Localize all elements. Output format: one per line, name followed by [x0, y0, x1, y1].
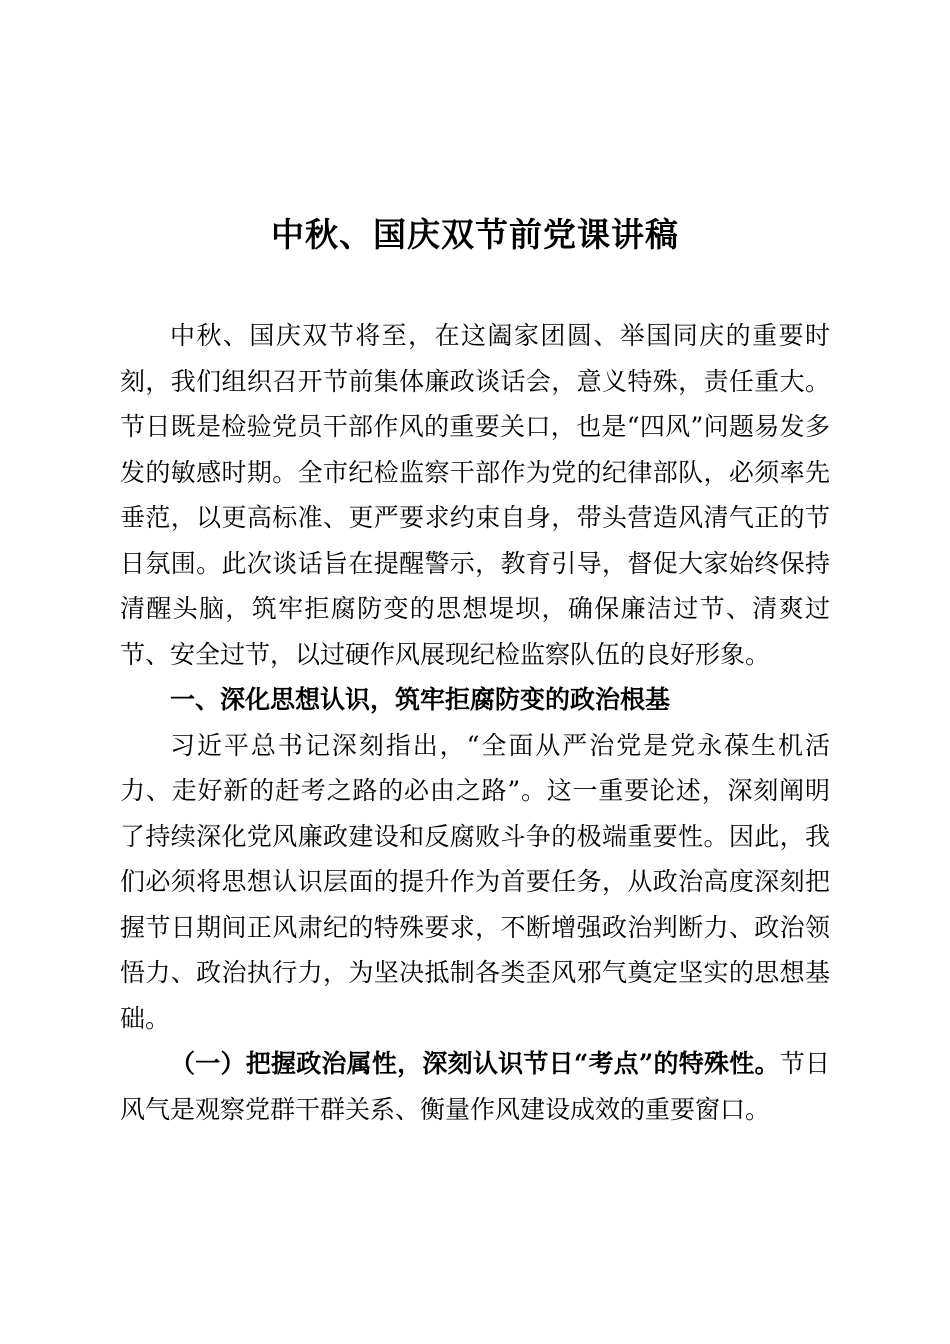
- intro-paragraph: 中秋、国庆双节将至，在这阖家团圆、举国同庆的重要时刻，我们组织召开节前集体廉政谈话会，意义特殊，责任重大。节日既是检验党员干部作风的重要关口，也是“四风”问题易发多发的敏感时期。全市纪检监察干部作为党的纪律部队，必须率先垂范，以更高标准、更严要求约束自身，带头营造风清气正的节日氛围。此次谈话旨在提醒警示，教育引导，督促大家始终保持清醒头脑，筑牢拒腐防变的思想堤坝，确保廉洁过节、清爽过节、安全过节，以过硬作风展现纪检监察队伍的良好形象。: [120, 321, 830, 669]
- document-body: [120, 313, 830, 1132]
- subsection-1-paragraph: [120, 1041, 830, 1132]
- section-1-paragraph: 习近平总书记深刻指出，“全面从严治党是党永葆生机活力、走好新的赶考之路的必由之路”。这一重要论述，深刻阐明了持续深化党风廉政建设和反腐败斗争的极端重要性。因此，我们必须将思想认识层面的提升作为首要任务，从政治高度深刻把握节日期间正风肃纪的特殊要求，不断增强政治判断力、政治领悟力、政治执行力，为坚决抵制各类歪风邪气奠定坚实的思想基础。: [120, 730, 830, 1033]
- section-heading-1: 一、深化思想认识，筑牢拒腐防变的政治根基: [170, 685, 671, 714]
- subsection-1-text: 节日风气是观察党群干群关系、衡量作风建设成效的重要窗口。: [120, 1049, 830, 1124]
- document-title: 中秋、国庆双节前党课讲稿: [271, 215, 679, 254]
- subsection-1-lead: （一）把握政治属性，深刻认识节日“考点”的特殊性。: [170, 1049, 780, 1078]
